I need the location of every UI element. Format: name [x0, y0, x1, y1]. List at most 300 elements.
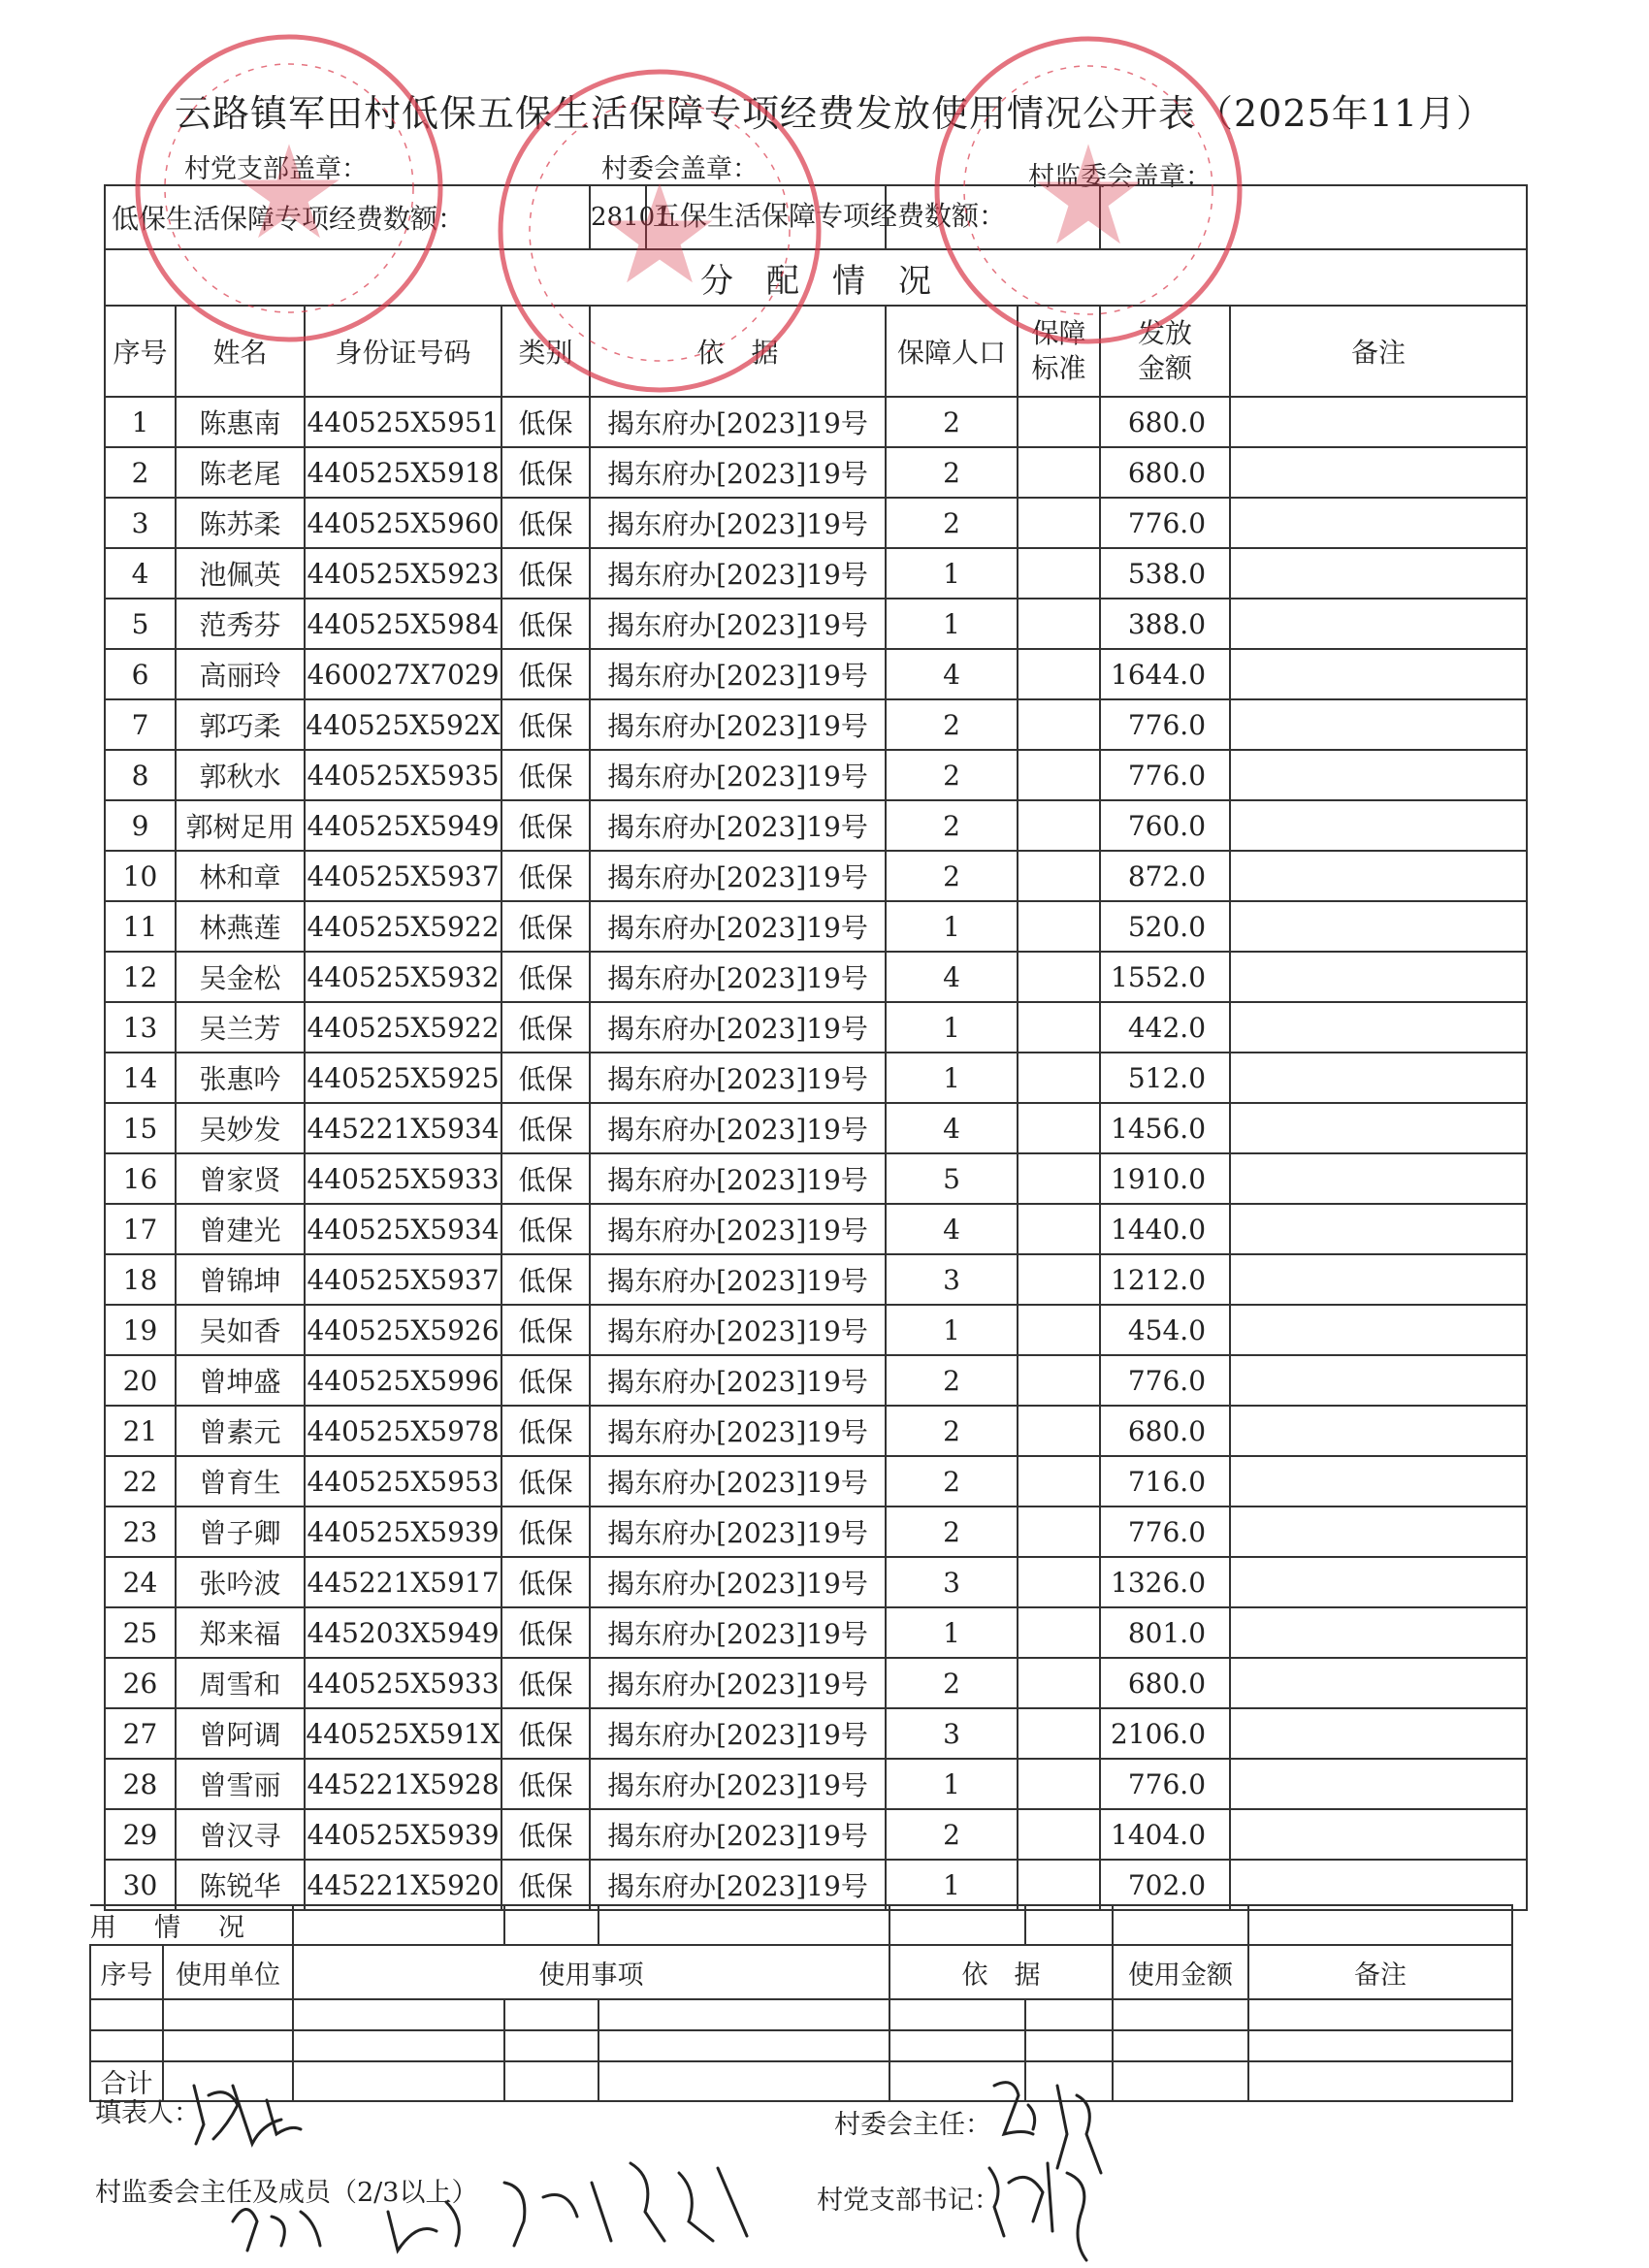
row-no: 27: [105, 1708, 176, 1759]
row-name: 陈惠南: [176, 397, 305, 447]
row-id-number: 445203X5949: [305, 1607, 501, 1658]
row-basis: 揭东府办[2023]19号: [590, 952, 886, 1002]
row-category: 低保: [501, 1103, 590, 1153]
header-name: 姓名: [176, 306, 305, 397]
row-id-number: 440525X5939: [305, 1809, 501, 1860]
dibao-funding-label: 低保生活保障专项经费数额：: [105, 185, 590, 249]
row-id-number: 440525X5934: [305, 1204, 501, 1254]
row-amount: 1644.0: [1100, 649, 1230, 699]
row-no: 28: [105, 1759, 176, 1809]
row-name: 陈老尾: [176, 447, 305, 498]
row-amount: 801.0: [1100, 1607, 1230, 1658]
table-row: [105, 1002, 1527, 1053]
row-name: 曾汉寻: [176, 1809, 305, 1860]
distribution-section-title: 分 配 情 况: [105, 249, 1527, 306]
row-category: 低保: [501, 1860, 590, 1910]
section-title-row: [105, 249, 1527, 306]
row-id-number: 440525X5937: [305, 851, 501, 901]
row-persons: 2: [886, 1406, 1018, 1456]
row-basis: 揭东府办[2023]19号: [590, 1053, 886, 1103]
row-amount: 442.0: [1100, 1002, 1230, 1053]
row-name: 曾子卿: [176, 1507, 305, 1557]
row-standard: [1018, 1103, 1100, 1153]
row-no: 14: [105, 1053, 176, 1103]
row-remark: [1230, 599, 1527, 649]
row-basis: 揭东府办[2023]19号: [590, 1103, 886, 1153]
row-name: 陈锐华: [176, 1860, 305, 1910]
row-basis: 揭东府办[2023]19号: [590, 1254, 886, 1305]
row-standard: [1018, 1406, 1100, 1456]
blank-cell: [1113, 1999, 1248, 2030]
usage-blank-row: [90, 1999, 1512, 2030]
row-amount: 716.0: [1100, 1456, 1230, 1507]
usage-header-no: 序号: [90, 1945, 163, 1999]
row-category: 低保: [501, 1607, 590, 1658]
row-category: 低保: [501, 1507, 590, 1557]
row-remark: [1230, 1053, 1527, 1103]
row-amount: 1440.0: [1100, 1204, 1230, 1254]
blank-cell: [1248, 2061, 1512, 2101]
row-remark: [1230, 1809, 1527, 1860]
row-name: 曾育生: [176, 1456, 305, 1507]
usage-header-unit: 使用单位: [163, 1945, 293, 1999]
row-category: 低保: [501, 548, 590, 599]
table-row: [105, 1809, 1527, 1860]
row-persons: 2: [886, 699, 1018, 750]
row-category: 低保: [501, 750, 590, 800]
row-persons: 1: [886, 1860, 1018, 1910]
row-basis: 揭东府办[2023]19号: [590, 649, 886, 699]
village-committee-seal-label: 村委会盖章：: [601, 154, 759, 184]
blank-cell: [504, 1999, 598, 2030]
row-persons: 1: [886, 599, 1018, 649]
funding-row: [105, 185, 1527, 249]
row-name: 曾建光: [176, 1204, 305, 1254]
row-id-number: 440525X592X: [305, 699, 501, 750]
row-id-number: 440525X5933: [305, 1153, 501, 1204]
row-persons: 2: [886, 498, 1018, 548]
row-category: 低保: [501, 649, 590, 699]
row-category: 低保: [501, 1053, 590, 1103]
row-standard: [1018, 498, 1100, 548]
row-persons: 4: [886, 952, 1018, 1002]
row-basis: 揭东府办[2023]19号: [590, 1355, 886, 1406]
row-standard: [1018, 699, 1100, 750]
row-amount: 1456.0: [1100, 1103, 1230, 1153]
blank-cell: [889, 2030, 1025, 2061]
row-persons: 1: [886, 1053, 1018, 1103]
row-no: 21: [105, 1406, 176, 1456]
row-remark: [1230, 699, 1527, 750]
row-no: 20: [105, 1355, 176, 1406]
row-id-number: 440525X5922: [305, 1002, 501, 1053]
row-amount: 680.0: [1100, 1406, 1230, 1456]
blank-cell: [504, 2061, 598, 2101]
row-remark: [1230, 1607, 1527, 1658]
row-persons: 4: [886, 649, 1018, 699]
row-no: 1: [105, 397, 176, 447]
blank-cell: [598, 1905, 889, 1945]
blank-cell: [504, 2030, 598, 2061]
row-remark: [1230, 1507, 1527, 1557]
usage-section-title: 用 情 况: [90, 1905, 293, 1945]
table-row: [105, 1355, 1527, 1406]
row-remark: [1230, 1254, 1527, 1305]
row-name: 池佩英: [176, 548, 305, 599]
row-id-number: 445221X5934: [305, 1103, 501, 1153]
blank-cell: [163, 1999, 293, 2030]
row-no: 25: [105, 1607, 176, 1658]
row-id-number: 460027X7029: [305, 649, 501, 699]
row-no: 22: [105, 1456, 176, 1507]
header-remark: 备注: [1230, 306, 1527, 397]
row-basis: 揭东府办[2023]19号: [590, 1607, 886, 1658]
row-category: 低保: [501, 447, 590, 498]
funding-cell: [590, 185, 1007, 249]
row-category: 低保: [501, 599, 590, 649]
row-persons: 3: [886, 1254, 1018, 1305]
row-category: 低保: [501, 1254, 590, 1305]
row-name: 郭秋水: [176, 750, 305, 800]
row-no: 7: [105, 699, 176, 750]
funding-blank: [1100, 185, 1527, 249]
header-no: 序号: [105, 306, 176, 397]
row-remark: [1230, 498, 1527, 548]
row-amount: 1910.0: [1100, 1153, 1230, 1204]
blank-cell: [1113, 2030, 1248, 2061]
row-no: 24: [105, 1557, 176, 1607]
table-row: [105, 1305, 1527, 1355]
row-category: 低保: [501, 1658, 590, 1708]
table-row: [105, 1456, 1527, 1507]
row-id-number: 440525X591X: [305, 1708, 501, 1759]
row-standard: [1018, 1305, 1100, 1355]
table-row: [105, 599, 1527, 649]
blank-cell: [504, 1905, 598, 1945]
table-row: [105, 397, 1527, 447]
row-id-number: 440525X5935: [305, 750, 501, 800]
row-remark: [1230, 447, 1527, 498]
row-category: 低保: [501, 901, 590, 952]
row-remark: [1230, 1708, 1527, 1759]
row-persons: 1: [886, 548, 1018, 599]
row-category: 低保: [501, 1355, 590, 1406]
header-basis: 依 据: [590, 306, 886, 397]
row-standard: [1018, 1153, 1100, 1204]
usage-header-basis: 依 据: [889, 1945, 1113, 1999]
row-basis: 揭东府办[2023]19号: [590, 1406, 886, 1456]
usage-header-amount: 使用金额: [1113, 1945, 1248, 1999]
row-basis: 揭东府办[2023]19号: [590, 750, 886, 800]
row-id-number: 440525X5951: [305, 397, 501, 447]
blank-cell: [1248, 1905, 1512, 1945]
row-amount: 776.0: [1100, 1507, 1230, 1557]
row-standard: [1018, 447, 1100, 498]
row-persons: 4: [886, 1103, 1018, 1153]
row-remark: [1230, 1355, 1527, 1406]
row-remark: [1230, 1153, 1527, 1204]
row-name: 吴金松: [176, 952, 305, 1002]
table-row: [105, 901, 1527, 952]
row-amount: 1552.0: [1100, 952, 1230, 1002]
row-no: 12: [105, 952, 176, 1002]
row-basis: 揭东府办[2023]19号: [590, 1809, 886, 1860]
row-basis: 揭东府办[2023]19号: [590, 901, 886, 952]
row-id-number: 440525X5918: [305, 447, 501, 498]
row-persons: 1: [886, 1002, 1018, 1053]
row-persons: 4: [886, 1204, 1018, 1254]
row-amount: 1404.0: [1100, 1809, 1230, 1860]
row-amount: 388.0: [1100, 599, 1230, 649]
row-standard: [1018, 599, 1100, 649]
row-no: 8: [105, 750, 176, 800]
row-id-number: 440525X5937: [305, 1254, 501, 1305]
row-name: 吴妙发: [176, 1103, 305, 1153]
wubao-funding-label: 五保生活保障专项经费数额：: [653, 200, 1007, 232]
usage-table: [89, 1904, 1513, 2102]
row-basis: 揭东府办[2023]19号: [590, 1557, 886, 1607]
blank-cell: [1248, 2030, 1512, 2061]
usage-blank-row: [90, 2030, 1512, 2061]
table-row: [105, 851, 1527, 901]
row-category: 低保: [501, 498, 590, 548]
row-standard: [1018, 851, 1100, 901]
row-id-number: 440525X5996: [305, 1355, 501, 1406]
row-name: 曾家贤: [176, 1153, 305, 1204]
row-standard: [1018, 1456, 1100, 1507]
row-basis: 揭东府办[2023]19号: [590, 1153, 886, 1204]
table-row: [105, 1204, 1527, 1254]
row-amount: 702.0: [1100, 1860, 1230, 1910]
row-no: 13: [105, 1002, 176, 1053]
row-persons: 1: [886, 1759, 1018, 1809]
row-basis: 揭东府办[2023]19号: [590, 397, 886, 447]
row-name: 曾阿调: [176, 1708, 305, 1759]
blank-cell: [889, 2061, 1025, 2101]
table-row: [105, 952, 1527, 1002]
blank-cell: [90, 1999, 163, 2030]
row-persons: 2: [886, 447, 1018, 498]
row-name: 曾锦坤: [176, 1254, 305, 1305]
row-remark: [1230, 800, 1527, 851]
blank-cell: [1025, 1905, 1113, 1945]
row-persons: 2: [886, 1809, 1018, 1860]
row-no: 29: [105, 1809, 176, 1860]
row-amount: 776.0: [1100, 1355, 1230, 1406]
row-standard: [1018, 1860, 1100, 1910]
row-standard: [1018, 1759, 1100, 1809]
row-remark: [1230, 1204, 1527, 1254]
row-id-number: 445221X5920: [305, 1860, 501, 1910]
row-persons: 2: [886, 1456, 1018, 1507]
row-amount: 538.0: [1100, 548, 1230, 599]
row-standard: [1018, 1607, 1100, 1658]
row-basis: 揭东府办[2023]19号: [590, 851, 886, 901]
row-basis: 揭东府办[2023]19号: [590, 1507, 886, 1557]
row-remark: [1230, 1406, 1527, 1456]
distribution-table: [104, 184, 1528, 1911]
header-id: 身份证号码: [305, 306, 501, 397]
party-secretary-label: 村党支部书记：: [817, 2186, 1000, 2216]
row-id-number: 440525X5960: [305, 498, 501, 548]
table-row: [105, 1103, 1527, 1153]
row-amount: 520.0: [1100, 901, 1230, 952]
row-standard: [1018, 1507, 1100, 1557]
table-row: [105, 1406, 1527, 1456]
blank-cell: [1113, 1905, 1248, 1945]
row-no: 6: [105, 649, 176, 699]
row-amount: 872.0: [1100, 851, 1230, 901]
blank-cell: [293, 2030, 504, 2061]
row-persons: 2: [886, 397, 1018, 447]
row-standard: [1018, 1204, 1100, 1254]
usage-total-row: [90, 2061, 1512, 2101]
row-standard: [1018, 649, 1100, 699]
header-amount-line2: 金额: [1138, 352, 1193, 384]
row-no: 2: [105, 447, 176, 498]
row-name: 郭巧柔: [176, 699, 305, 750]
row-category: 低保: [501, 1809, 590, 1860]
table-row: [105, 1607, 1527, 1658]
row-no: 11: [105, 901, 176, 952]
row-category: 低保: [501, 1406, 590, 1456]
table-row: [105, 1254, 1527, 1305]
row-name: 吴如香: [176, 1305, 305, 1355]
blank-cell: [598, 2030, 889, 2061]
blank-cell: [293, 1905, 504, 1945]
row-category: 低保: [501, 1305, 590, 1355]
row-name: 范秀芬: [176, 599, 305, 649]
row-standard: [1018, 1002, 1100, 1053]
row-standard: [1018, 397, 1100, 447]
row-standard: [1018, 901, 1100, 952]
row-persons: 2: [886, 1658, 1018, 1708]
row-amount: 776.0: [1100, 1759, 1230, 1809]
supervision-seal-label: 村监委会盖章：: [1028, 162, 1212, 192]
row-no: 10: [105, 851, 176, 901]
document-title: 云路镇军田村低保五保生活保障专项经费发放使用情况公开表（2025年11月）: [175, 92, 1495, 135]
header-category: 类别: [501, 306, 590, 397]
row-category: 低保: [501, 1456, 590, 1507]
row-id-number: 440525X5925: [305, 1053, 501, 1103]
row-remark: [1230, 1456, 1527, 1507]
row-id-number: 440525X5953: [305, 1456, 501, 1507]
row-name: 周雪和: [176, 1658, 305, 1708]
row-remark: [1230, 548, 1527, 599]
row-standard: [1018, 1809, 1100, 1860]
row-id-number: 440525X5933: [305, 1658, 501, 1708]
row-name: 高丽玲: [176, 649, 305, 699]
row-standard: [1018, 548, 1100, 599]
blank-cell: [1025, 2061, 1113, 2101]
blank-cell: [1025, 2030, 1113, 2061]
row-remark: [1230, 1305, 1527, 1355]
row-no: 5: [105, 599, 176, 649]
usage-header-row: [90, 1945, 1512, 1999]
row-basis: 揭东府办[2023]19号: [590, 1456, 886, 1507]
row-category: 低保: [501, 800, 590, 851]
row-standard: [1018, 1254, 1100, 1305]
row-remark: [1230, 1103, 1527, 1153]
committee-director-label: 村委会主任：: [834, 2110, 991, 2140]
row-name: 林和章: [176, 851, 305, 901]
table-row: [105, 800, 1527, 851]
row-remark: [1230, 1860, 1527, 1910]
row-name: 陈苏柔: [176, 498, 305, 548]
row-amount: 454.0: [1100, 1305, 1230, 1355]
blank-cell: [293, 2061, 504, 2101]
row-id-number: 440525X5978: [305, 1406, 501, 1456]
table-row: [105, 1507, 1527, 1557]
header-amount: [1100, 306, 1230, 397]
row-standard: [1018, 1557, 1100, 1607]
row-amount: 2106.0: [1100, 1708, 1230, 1759]
usage-header-remark: 备注: [1248, 1945, 1512, 1999]
table-row: [105, 498, 1527, 548]
blank-cell: [1248, 1999, 1512, 2030]
row-name: 曾雪丽: [176, 1759, 305, 1809]
row-no: 9: [105, 800, 176, 851]
row-id-number: 445221X5917: [305, 1557, 501, 1607]
row-persons: 3: [886, 1557, 1018, 1607]
row-no: 19: [105, 1305, 176, 1355]
table-row: [105, 1153, 1527, 1204]
row-name: 张吟波: [176, 1557, 305, 1607]
row-persons: 2: [886, 800, 1018, 851]
row-standard: [1018, 1053, 1100, 1103]
table-row: [105, 1053, 1527, 1103]
row-persons: 1: [886, 1305, 1018, 1355]
row-persons: 3: [886, 1708, 1018, 1759]
row-amount: 776.0: [1100, 750, 1230, 800]
row-name: 张惠吟: [176, 1053, 305, 1103]
row-remark: [1230, 952, 1527, 1002]
blank-cell: [598, 1999, 889, 2030]
row-amount: 760.0: [1100, 800, 1230, 851]
row-amount: 680.0: [1100, 1658, 1230, 1708]
table-row: [105, 1759, 1527, 1809]
row-category: 低保: [501, 1708, 590, 1759]
row-id-number: 440525X5949: [305, 800, 501, 851]
header-amount-line1: 发放: [1138, 317, 1193, 349]
row-id-number: 440525X5922: [305, 901, 501, 952]
table-row: [105, 1708, 1527, 1759]
row-basis: 揭东府办[2023]19号: [590, 1002, 886, 1053]
row-name: 吴兰芳: [176, 1002, 305, 1053]
row-category: 低保: [501, 1557, 590, 1607]
row-category: 低保: [501, 1204, 590, 1254]
row-persons: 1: [886, 901, 1018, 952]
table-row: [105, 750, 1527, 800]
table-row: [105, 548, 1527, 599]
header-row: [105, 306, 1527, 397]
row-amount: 512.0: [1100, 1053, 1230, 1103]
header-standard-line2: 标准: [1031, 352, 1086, 384]
blank-cell: [598, 2061, 889, 2101]
row-category: 低保: [501, 1153, 590, 1204]
row-basis: 揭东府办[2023]19号: [590, 1860, 886, 1910]
row-basis: 揭东府办[2023]19号: [590, 1759, 886, 1809]
row-id-number: 440525X5939: [305, 1507, 501, 1557]
blank-cell: [90, 2030, 163, 2061]
row-basis: 揭东府办[2023]19号: [590, 800, 886, 851]
row-basis: 揭东府办[2023]19号: [590, 1708, 886, 1759]
row-amount: 776.0: [1100, 498, 1230, 548]
row-amount: 776.0: [1100, 699, 1230, 750]
row-remark: [1230, 851, 1527, 901]
supervision-members-label: 村监委会主任及成员（2/3以上）: [95, 2178, 478, 2208]
party-branch-seal-label: 村党支部盖章：: [184, 154, 368, 184]
